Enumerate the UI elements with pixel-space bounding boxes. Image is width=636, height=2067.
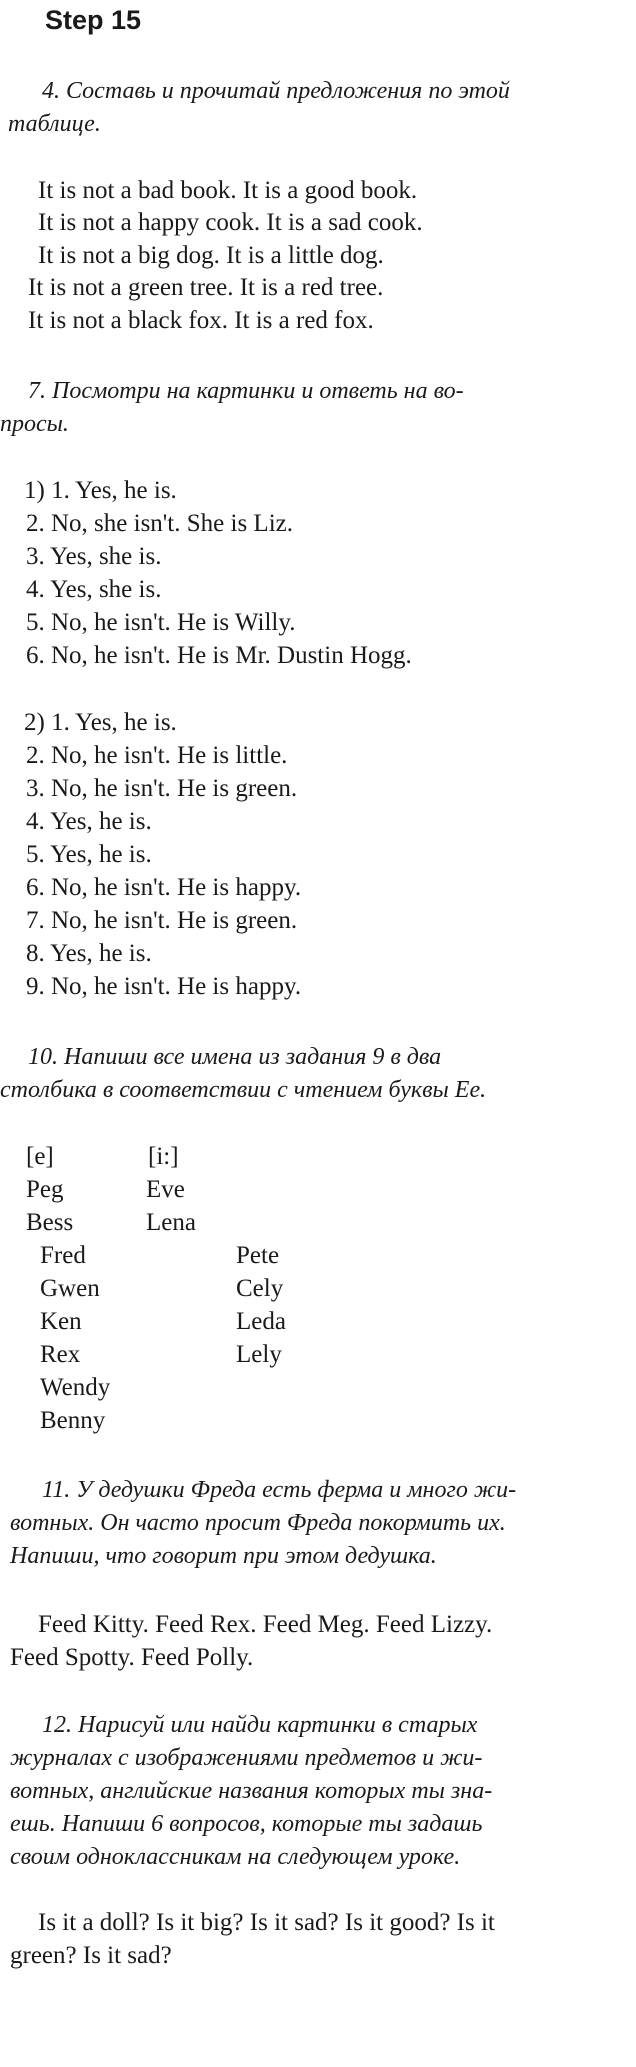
ex4-answer: It is not a happy cook. It is a sad cook. bbox=[38, 209, 423, 236]
ex10-i-name: Leda bbox=[236, 1308, 286, 1335]
ex10-i-name: Cely bbox=[236, 1275, 284, 1302]
ex7-part2-answer: 6. No, he isn't. He is happy. bbox=[26, 874, 302, 901]
ex4-answer: It is not a bad book. It is a good book. bbox=[38, 177, 418, 204]
ex10-e-column-header: [e] bbox=[26, 1143, 54, 1170]
ex7-part1-answer: 3. Yes, she is. bbox=[26, 543, 162, 570]
ex12-task-line-4: ешь. Напиши 6 вопросов, которые ты задашь bbox=[10, 1811, 483, 1837]
ex7-task-line-2: просы. bbox=[0, 411, 69, 437]
ex10-i-name: Pete bbox=[236, 1242, 280, 1269]
ex11-task-line-2: вотных. Он часто просит Фреда покормить их. bbox=[10, 1510, 506, 1536]
ex12-answer-line-1: Is it a doll? Is it big? Is it sad? Is it good? Is it bbox=[38, 1909, 495, 1936]
ex10-e-name: Peg bbox=[26, 1176, 64, 1203]
ex7-part2-answer: 7. No, he isn't. He is green. bbox=[26, 907, 298, 934]
ex10-i-column-header: [i:] bbox=[148, 1143, 179, 1170]
ex10-task-line-2: столбика в соответствии с чтением буквы Ee. bbox=[0, 1077, 487, 1103]
ex4-answer: It is not a black fox. It is a red fox. bbox=[28, 307, 374, 334]
ex10-e-name: Fred bbox=[40, 1242, 86, 1269]
ex10-i-name: Lely bbox=[236, 1341, 282, 1368]
ex12-answer-line-2: green? Is it sad? bbox=[10, 1942, 172, 1969]
ex7-part2-answer: 5. Yes, he is. bbox=[26, 841, 152, 868]
ex7-part1-answer: 2. No, she isn't. She is Liz. bbox=[26, 510, 293, 537]
ex7-part2-answer: 4. Yes, he is. bbox=[26, 808, 152, 835]
ex7-part2-answer: 2) 1. Yes, he is. bbox=[24, 709, 177, 736]
ex11-task-line-1: 11. У дедушки Фреда есть ферма и много жи- bbox=[42, 1477, 517, 1503]
ex12-task-line-5: своим одноклассникам на следующем уроке. bbox=[10, 1844, 461, 1870]
ex7-part2-answer: 3. No, he isn't. He is green. bbox=[26, 775, 298, 802]
ex7-part1-answer: 1) 1. Yes, he is. bbox=[24, 477, 177, 504]
ex4-answer: It is not a big dog. It is a little dog. bbox=[38, 242, 384, 269]
ex7-part2-answer: 8. Yes, he is. bbox=[26, 940, 152, 967]
ex4-task-line-1: 4. Составь и прочитай предложения по этой bbox=[42, 78, 510, 104]
ex10-e-name: Benny bbox=[40, 1407, 106, 1434]
step-title: Step 15 bbox=[45, 5, 142, 35]
ex7-part1-answer: 6. No, he isn't. He is Mr. Dustin Hogg. bbox=[26, 642, 412, 669]
ex10-e-name: Wendy bbox=[40, 1374, 111, 1401]
ex7-part1-answer: 4. Yes, she is. bbox=[26, 576, 162, 603]
ex12-task-line-2: журналах с изображениями предметов и жи- bbox=[10, 1745, 483, 1771]
ex7-part1-answer: 5. No, he isn't. He is Willy. bbox=[26, 609, 296, 636]
ex10-i-name: Lena bbox=[146, 1209, 196, 1236]
ex10-e-name: Bess bbox=[26, 1209, 74, 1236]
ex7-task-line-1: 7. Посмотри на картинки и ответь на во- bbox=[28, 378, 464, 404]
ex4-answer: It is not a green tree. It is a red tree. bbox=[28, 274, 384, 301]
ex11-answer-line-2: Feed Spotty. Feed Polly. bbox=[10, 1644, 254, 1671]
ex11-answer-line-1: Feed Kitty. Feed Rex. Feed Meg. Feed Lizzy. bbox=[38, 1611, 493, 1638]
ex11-task-line-3: Напиши, что говорит при этом дедушка. bbox=[10, 1543, 437, 1569]
ex12-task-line-3: вотных, английские названия которых ты зна- bbox=[10, 1778, 493, 1804]
ex7-part2-answer: 2. No, he isn't. He is little. bbox=[26, 742, 288, 769]
ex7-part2-answer: 9. No, he isn't. He is happy. bbox=[26, 973, 302, 1000]
ex4-task-line-2: таблице. bbox=[8, 111, 101, 137]
ex12-task-line-1: 12. Нарисуй или найди картинки в старых bbox=[42, 1712, 478, 1738]
ex10-e-name: Ken bbox=[40, 1308, 82, 1335]
ex10-task-line-1: 10. Напиши все имена из задания 9 в два bbox=[28, 1044, 442, 1070]
ex10-e-name: Rex bbox=[40, 1341, 81, 1368]
ex10-i-name: Eve bbox=[146, 1176, 185, 1203]
ex10-e-name: Gwen bbox=[40, 1275, 100, 1302]
